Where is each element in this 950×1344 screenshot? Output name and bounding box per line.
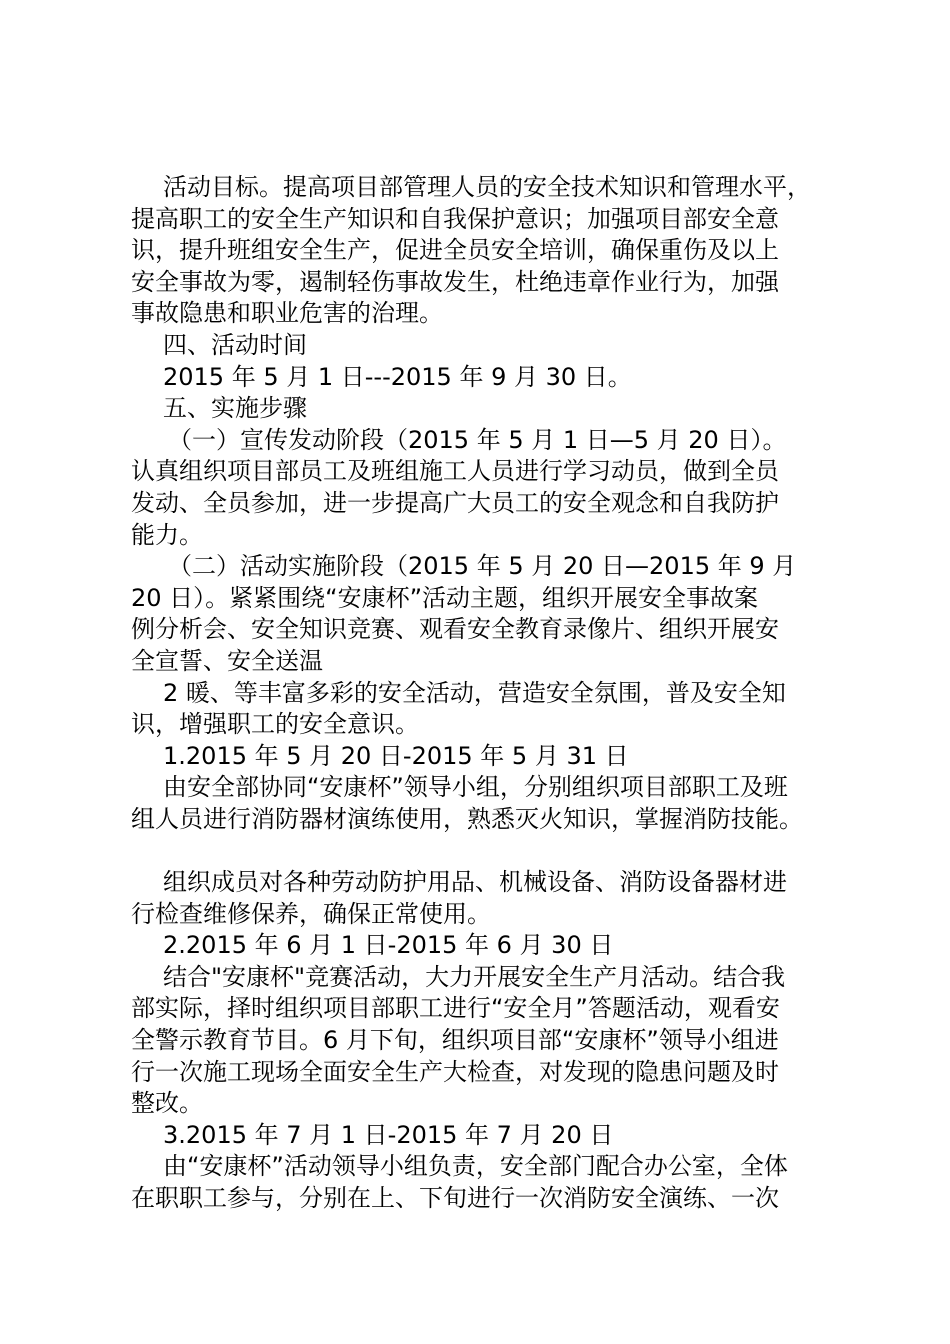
text-line: 事故隐患和职业危害的治理。 [131, 299, 443, 328]
text-line: 全警示教育节目。6 月下旬，组织项目部“安康杯”领导小组进 [131, 1026, 779, 1055]
activity-date-range: 2015 年 5 月 1 日---2015 年 9 月 30 日。 [163, 362, 632, 391]
text-line: 由安全部协同“安康杯”领导小组，分别组织项目部职工及班 [163, 773, 788, 802]
text-line: 整改。 [131, 1089, 203, 1118]
section-heading-steps: 五、实施步骤 [163, 394, 307, 423]
text-line: 组织成员对各种劳动防护用品、机械设备、消防设备器材进 [163, 868, 787, 897]
period-three-heading: 3.2015 年 7 月 1 日-2015 年 7 月 20 日 [163, 1120, 614, 1149]
text-line: 20 日）。紧紧围绕“安康杯”活动主题，组织开展安全事故案 [131, 583, 759, 612]
text-line: 部实际，择时组织项目部职工进行“安全月”答题活动，观看安 [131, 994, 780, 1023]
text-line: 在职职工参与，分别在上、下旬进行一次消防安全演练、一次 [131, 1184, 779, 1212]
text-line: 能力。 [131, 520, 203, 549]
period-two-heading: 2.2015 年 6 月 1 日-2015 年 6 月 30 日 [163, 931, 614, 960]
period-one-heading: 1.2015 年 5 月 20 日-2015 年 5 月 31 日 [163, 741, 629, 770]
text-line: 行检查维修保养，确保正常使用。 [131, 899, 491, 928]
text-line: 2 暖、等丰富多彩的安全活动，营造安全氛围，普及安全知 [163, 678, 786, 707]
text-line: 安全事故为零，遏制轻伤事故发生，杜绝违章作业行为，加强 [131, 267, 779, 296]
blank-line [131, 835, 831, 867]
stage-two-heading: （二）活动实施阶段（2015 年 5 月 20 日—2015 年 9 月 [168, 552, 797, 581]
section-heading-activity-time: 四、活动时间 [163, 330, 307, 359]
text-line: 全宣誓、安全送温 [131, 646, 323, 675]
text-line: 提高职工的安全生产知识和自我保护意识；加强项目部安全意 [131, 204, 779, 233]
text-line: 行一次施工现场全面安全生产大检查，对发现的隐患问题及时 [131, 1057, 779, 1086]
paragraph-activity-goal: 活动目标。提高项目部管理人员的安全技术知识和管理水平， [163, 173, 811, 201]
stage-one-heading: （一）宣传发动阶段（2015 年 5 月 1 日—5 月 20 日）。 [168, 425, 787, 454]
document-body [131, 172, 831, 1215]
text-line: 认真组织项目部员工及班组施工人员进行学习动员，做到全员 [131, 457, 779, 486]
text-line: 结合"安康杯"竞赛活动，大力开展安全生产月活动。结合我 [163, 962, 786, 991]
text-line: 识，增强职工的安全意识。 [131, 710, 419, 739]
text-line: 组人员进行消防器材演练使用，熟悉灭火知识，掌握消防技能。 [131, 804, 803, 833]
text-line: 发动、全员参加，进一步提高广大员工的安全观念和自我防护 [131, 488, 779, 517]
text-line: 由“安康杯”活动领导小组负责，安全部门配合办公室，全体 [163, 1152, 788, 1181]
text-line: 例分析会、安全知识竞赛、观看安全教育录像片、组织开展安 [131, 615, 779, 644]
text-line: 识，提升班组安全生产，促进全员安全培训，确保重伤及以上 [131, 236, 779, 265]
